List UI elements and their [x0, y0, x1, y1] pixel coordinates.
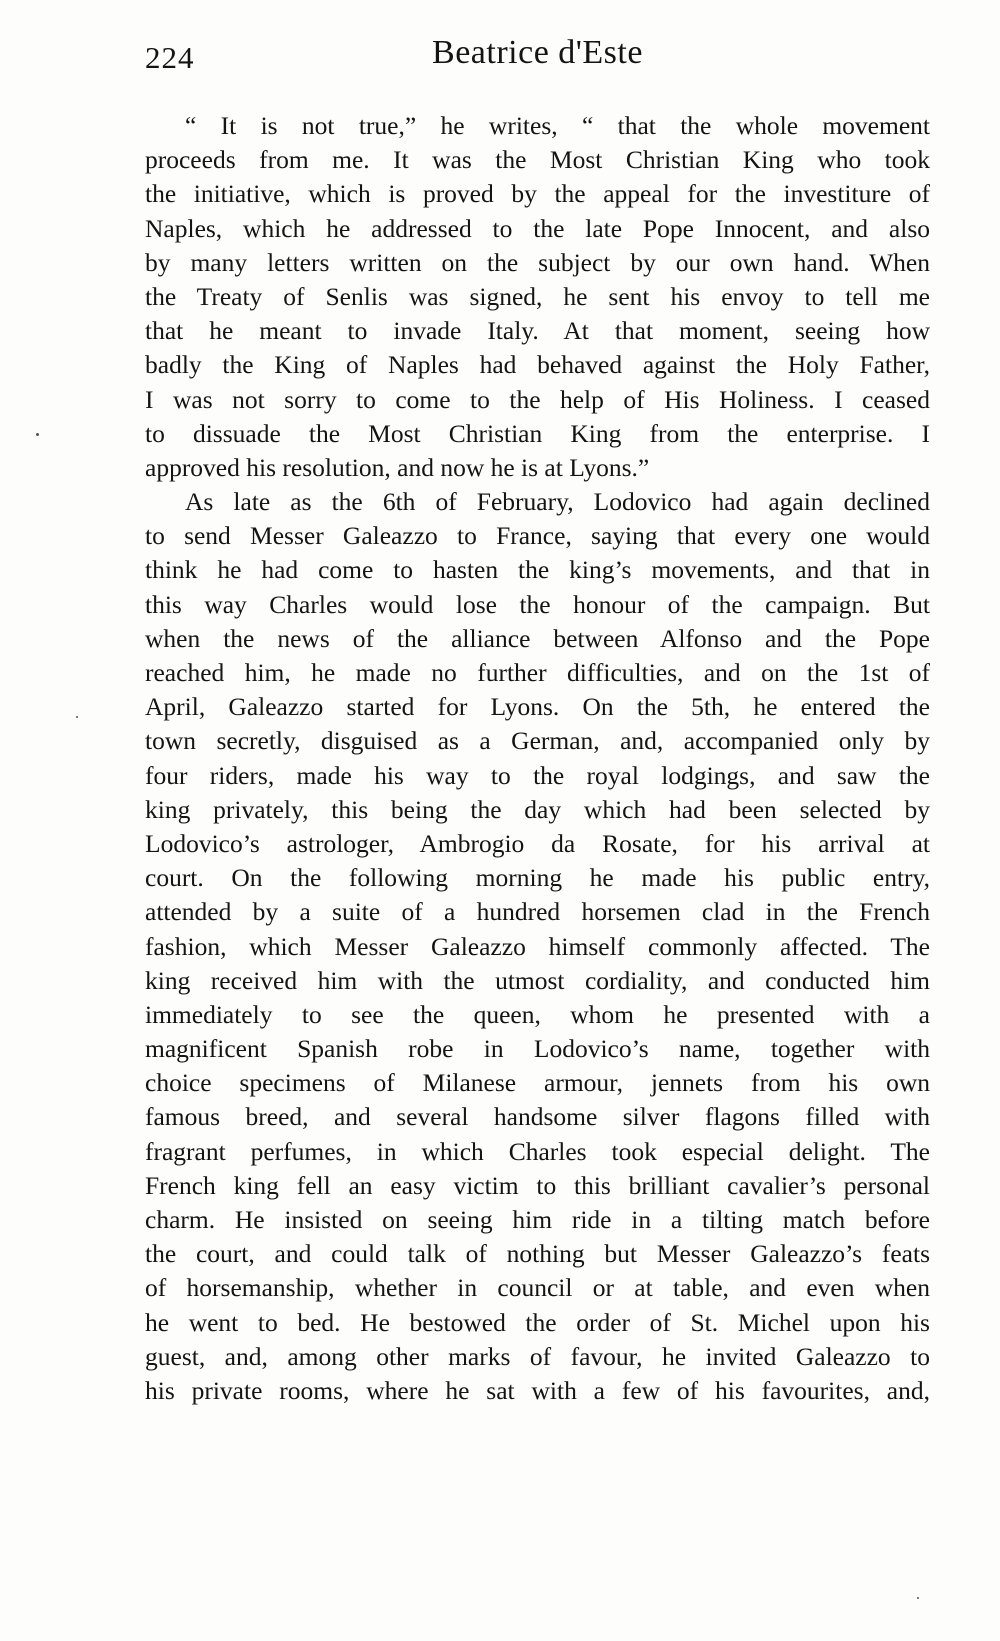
- text-line: immediately to see the queen, whom he presented with a: [145, 999, 930, 1029]
- text-line: attended by a suite of a hundred horsemen clad in the French: [145, 897, 930, 927]
- text-line: As late as the 6th of February, Lodovico had again declined: [185, 487, 930, 517]
- text-line: reached him, he made no further difficulties, and on the 1st of: [145, 658, 930, 687]
- text-line: king received him with the utmost cordiality, and conducted him: [145, 965, 930, 995]
- text-line: Naples, which he addressed to the late Pope Innocent, and also: [145, 213, 930, 243]
- page-number: 224: [145, 40, 195, 75]
- scan-speck: [917, 1597, 919, 1599]
- text-line: to send Messer Galeazzo to France, saying that every one would: [145, 521, 930, 551]
- text-line: approved his resolution, and now he is at Lyons.”: [145, 452, 650, 482]
- text-line: that he meant to invade Italy. At that moment, seeing how: [145, 316, 930, 346]
- text-line: to dissuade the Most Christian King from the enterprise. I: [145, 418, 930, 448]
- text-line: four riders, made his way to the royal lodgings, and saw the: [145, 760, 930, 790]
- text-line: choice specimens of Milanese armour, jennets from his own: [145, 1068, 930, 1098]
- text-line: king privately, this being the day which had been selected by: [145, 794, 930, 824]
- text-line: charm. He insisted on seeing him ride in a tilting match before: [145, 1205, 930, 1234]
- text-line: guest, and, among other marks of favour, he invited Galeazzo to: [145, 1341, 930, 1371]
- text-line: court. On the following morning he made his public entry,: [145, 863, 930, 893]
- text-line: fashion, which Messer Galeazzo himself commonly affected. The: [145, 931, 930, 961]
- text-line: French king fell an easy victim to this brilliant cavalier’s personal: [145, 1170, 930, 1200]
- text-line: Lodovico’s astrologer, Ambrogio da Rosate, for his arrival at: [145, 828, 930, 858]
- text-line: proceeds from me. It was the Most Christian King who took: [145, 145, 930, 175]
- text-line: badly the King of Naples had behaved against the Holy Father,: [145, 350, 930, 380]
- text-line: think he had come to hasten the king’s movements, and that in: [145, 555, 930, 585]
- scan-speck: [36, 433, 39, 436]
- text-line: this way Charles would lose the honour of the campaign. But: [145, 589, 930, 619]
- text-line: the initiative, which is proved by the appeal for the investiture of: [145, 179, 930, 209]
- text-line: town secretly, disguised as a German, and, accompanied only by: [145, 726, 930, 756]
- running-head: [145, 34, 930, 84]
- body-text: [145, 109, 930, 1408]
- text-line: his private rooms, where he sat with a few of his favourites, and,: [145, 1375, 930, 1405]
- text-line: magnificent Spanish robe in Lodovico’s name, together with: [145, 1034, 930, 1064]
- text-line: by many letters written on the subject by our own hand. When: [145, 247, 930, 277]
- text-line: fragrant perfumes, in which Charles took especial delight. The: [145, 1136, 930, 1166]
- text-line: he went to bed. He bestowed the order of St. Michel upon his: [145, 1307, 930, 1337]
- text-line: April, Galeazzo started for Lyons. On the 5th, he entered the: [145, 692, 930, 722]
- text-line: “ It is not true,” he writes, “ that the whole movement: [185, 111, 930, 140]
- running-title: Beatrice d'Este: [432, 34, 643, 71]
- text-line: the Treaty of Senlis was signed, he sent his envoy to tell me: [145, 281, 930, 311]
- text-line: when the news of the alliance between Alfonso and the Pope: [145, 623, 930, 653]
- text-line: I was not sorry to come to the help of His Holiness. I ceased: [145, 384, 930, 414]
- text-line: famous breed, and several handsome silver flagons filled with: [145, 1102, 930, 1132]
- text-line: the court, and could talk of nothing but Messer Galeazzo’s feats: [145, 1239, 930, 1269]
- text-line: of horsemanship, whether in council or at table, and even when: [145, 1273, 930, 1303]
- scan-speck: [76, 716, 78, 718]
